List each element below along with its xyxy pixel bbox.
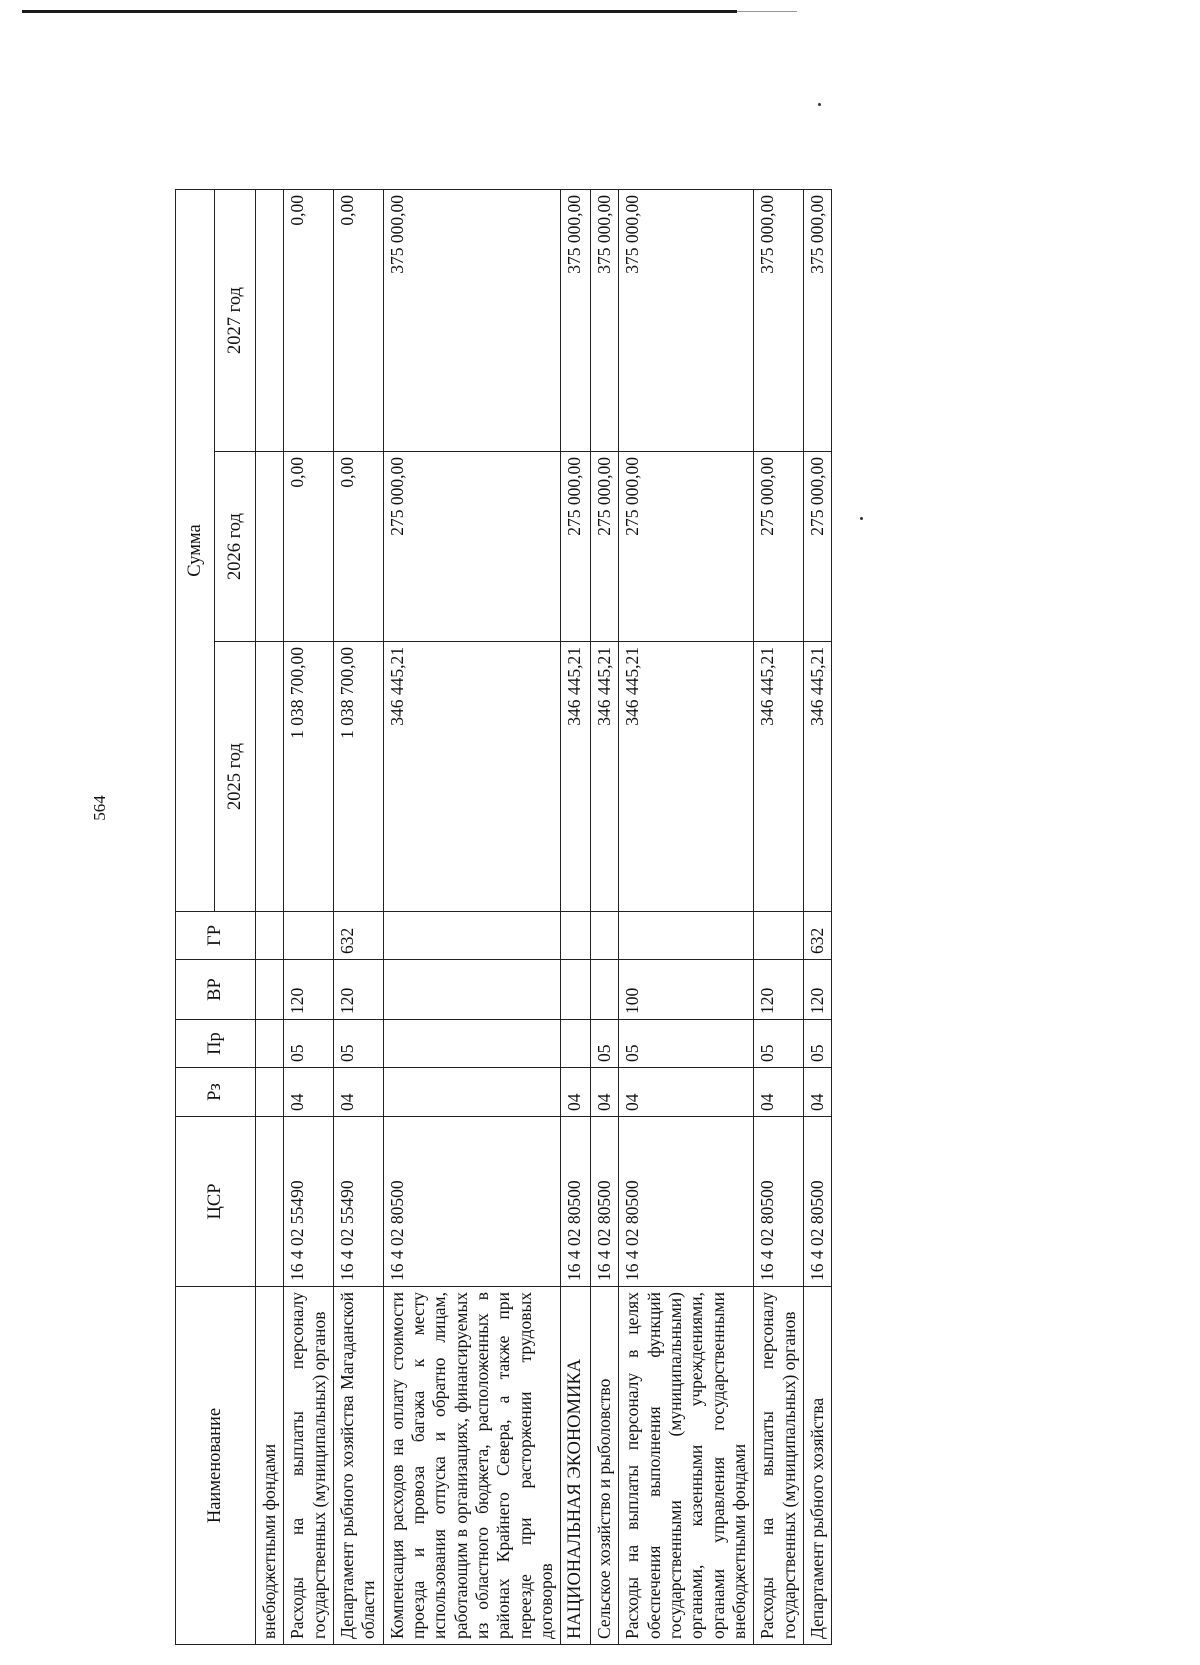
cell-pr (383, 1020, 561, 1068)
header-rz: Рз (176, 1068, 256, 1117)
cell-rz: 04 (284, 1068, 334, 1117)
cell-csr: 16 4 02 80500 (591, 1117, 619, 1287)
header-csr: ЦСР (176, 1117, 256, 1287)
cell-gr: 632 (804, 912, 832, 960)
cell-pr: 05 (334, 1020, 384, 1068)
cell-vr (561, 960, 591, 1020)
rotated-page-content (175, 190, 1055, 1645)
header-year-2027: 2027 год (215, 189, 256, 451)
cell-pr (256, 1020, 284, 1068)
header-year-2025: 2025 год (215, 642, 256, 912)
cell-name: Расходы на выплаты персоналу государственных (муниципальных) органов (284, 1287, 334, 1645)
cell-gr (619, 912, 754, 960)
budget-table (175, 189, 832, 1645)
table-row (561, 189, 591, 1644)
cell-2026 (256, 452, 284, 642)
cell-rz (256, 1068, 284, 1117)
header-row-1 (176, 189, 215, 1644)
table-row (383, 189, 561, 1644)
cell-2027: 0,00 (284, 189, 334, 451)
cell-2025: 1 038 700,00 (284, 642, 334, 912)
cell-2025: 346 445,21 (804, 642, 832, 912)
cell-csr: 16 4 02 80500 (561, 1117, 591, 1287)
cell-2026: 0,00 (334, 452, 384, 642)
cell-name: Департамент рыбного хозяйства Магаданской области (334, 1287, 384, 1645)
cell-2026: 275 000,00 (754, 452, 804, 642)
cell-2025: 346 445,21 (591, 642, 619, 912)
table-row (591, 189, 619, 1644)
table-row (284, 189, 334, 1644)
cell-2025: 346 445,21 (754, 642, 804, 912)
cell-2027: 375 000,00 (591, 189, 619, 451)
cell-csr: 16 4 02 80500 (754, 1117, 804, 1287)
cell-gr (754, 912, 804, 960)
table-row (804, 189, 832, 1644)
scan-speck (818, 103, 821, 106)
cell-2027: 375 000,00 (619, 189, 754, 451)
cell-name: Департамент рыбного хозяйства (804, 1287, 832, 1645)
header-pr: Пр (176, 1020, 256, 1068)
cell-2025: 346 445,21 (383, 642, 561, 912)
header-gr: ГР (176, 912, 256, 960)
page-number: 564 (90, 795, 109, 821)
cell-vr (591, 960, 619, 1020)
cell-2026: 275 000,00 (619, 452, 754, 642)
cell-csr: 16 4 02 55490 (334, 1117, 384, 1287)
cell-gr (284, 912, 334, 960)
cell-2027: 375 000,00 (754, 189, 804, 451)
cell-name: НАЦИОНАЛЬНАЯ ЭКОНОМИКА (561, 1287, 591, 1645)
cell-vr: 120 (804, 960, 832, 1020)
cell-2025: 1 038 700,00 (334, 642, 384, 912)
cell-name: Расходы на выплаты персоналу в целях обеспечения выполнения функций государственными (муниципальными) органами, казенными учреждениями, органами управления государственными внебюджетными фондами (619, 1287, 754, 1645)
cell-rz: 04 (754, 1068, 804, 1117)
top-rule-faint (737, 11, 797, 12)
cell-pr: 05 (591, 1020, 619, 1068)
cell-csr (256, 1117, 284, 1287)
cell-csr: 16 4 02 80500 (619, 1117, 754, 1287)
cell-2027: 375 000,00 (561, 189, 591, 451)
table-row (334, 189, 384, 1644)
table-row (256, 189, 284, 1644)
cell-2027: 0,00 (334, 189, 384, 451)
cell-gr (256, 912, 284, 960)
cell-pr: 05 (619, 1020, 754, 1068)
cell-2026: 275 000,00 (383, 452, 561, 642)
header-year-2026: 2026 год (215, 452, 256, 642)
cell-vr (256, 960, 284, 1020)
cell-name: Расходы на выплаты персоналу государственных (муниципальных) органов (754, 1287, 804, 1645)
cell-2026: 275 000,00 (591, 452, 619, 642)
table-row (754, 189, 804, 1644)
header-name: Наименование (176, 1287, 256, 1645)
cell-rz: 04 (561, 1068, 591, 1117)
cell-2027: 375 000,00 (804, 189, 832, 451)
header-sum: Сумма (176, 189, 215, 911)
cell-rz: 04 (804, 1068, 832, 1117)
cell-vr: 120 (754, 960, 804, 1020)
cell-pr (561, 1020, 591, 1068)
cell-2025: 346 445,21 (619, 642, 754, 912)
cell-gr (591, 912, 619, 960)
cell-csr: 16 4 02 80500 (804, 1117, 832, 1287)
header-vr: ВР (176, 960, 256, 1020)
cell-pr: 05 (284, 1020, 334, 1068)
cell-2025 (256, 642, 284, 912)
cell-name: Сельское хозяйство и рыболовство (591, 1287, 619, 1645)
cell-vr: 120 (284, 960, 334, 1020)
cell-rz (383, 1068, 561, 1117)
cell-rz: 04 (619, 1068, 754, 1117)
cell-gr (561, 912, 591, 960)
cell-2026: 0,00 (284, 452, 334, 642)
cell-name: внебюджетными фондами (256, 1287, 284, 1645)
cell-gr: 632 (334, 912, 384, 960)
cell-gr (383, 912, 561, 960)
cell-pr: 05 (754, 1020, 804, 1068)
cell-pr: 05 (804, 1020, 832, 1068)
cell-name: Компенсация расходов на оплату стоимости проезда и провоза багажа к месту использования отпуска и обратно лицам, работающим в организациях, финансируемых из областного бюджета, расположенных в районах Крайнего Севера, а также при переезде при расторжении трудовых договоров (383, 1287, 561, 1645)
cell-2027: 375 000,00 (383, 189, 561, 451)
cell-rz: 04 (591, 1068, 619, 1117)
table-row (619, 189, 754, 1644)
top-rule (22, 10, 737, 13)
cell-csr: 16 4 02 80500 (383, 1117, 561, 1287)
cell-2026: 275 000,00 (804, 452, 832, 642)
cell-vr (383, 960, 561, 1020)
cell-2027 (256, 189, 284, 451)
cell-2025: 346 445,21 (561, 642, 591, 912)
cell-csr: 16 4 02 55490 (284, 1117, 334, 1287)
cell-vr: 100 (619, 960, 754, 1020)
cell-rz: 04 (334, 1068, 384, 1117)
cell-vr: 120 (334, 960, 384, 1020)
cell-2026: 275 000,00 (561, 452, 591, 642)
